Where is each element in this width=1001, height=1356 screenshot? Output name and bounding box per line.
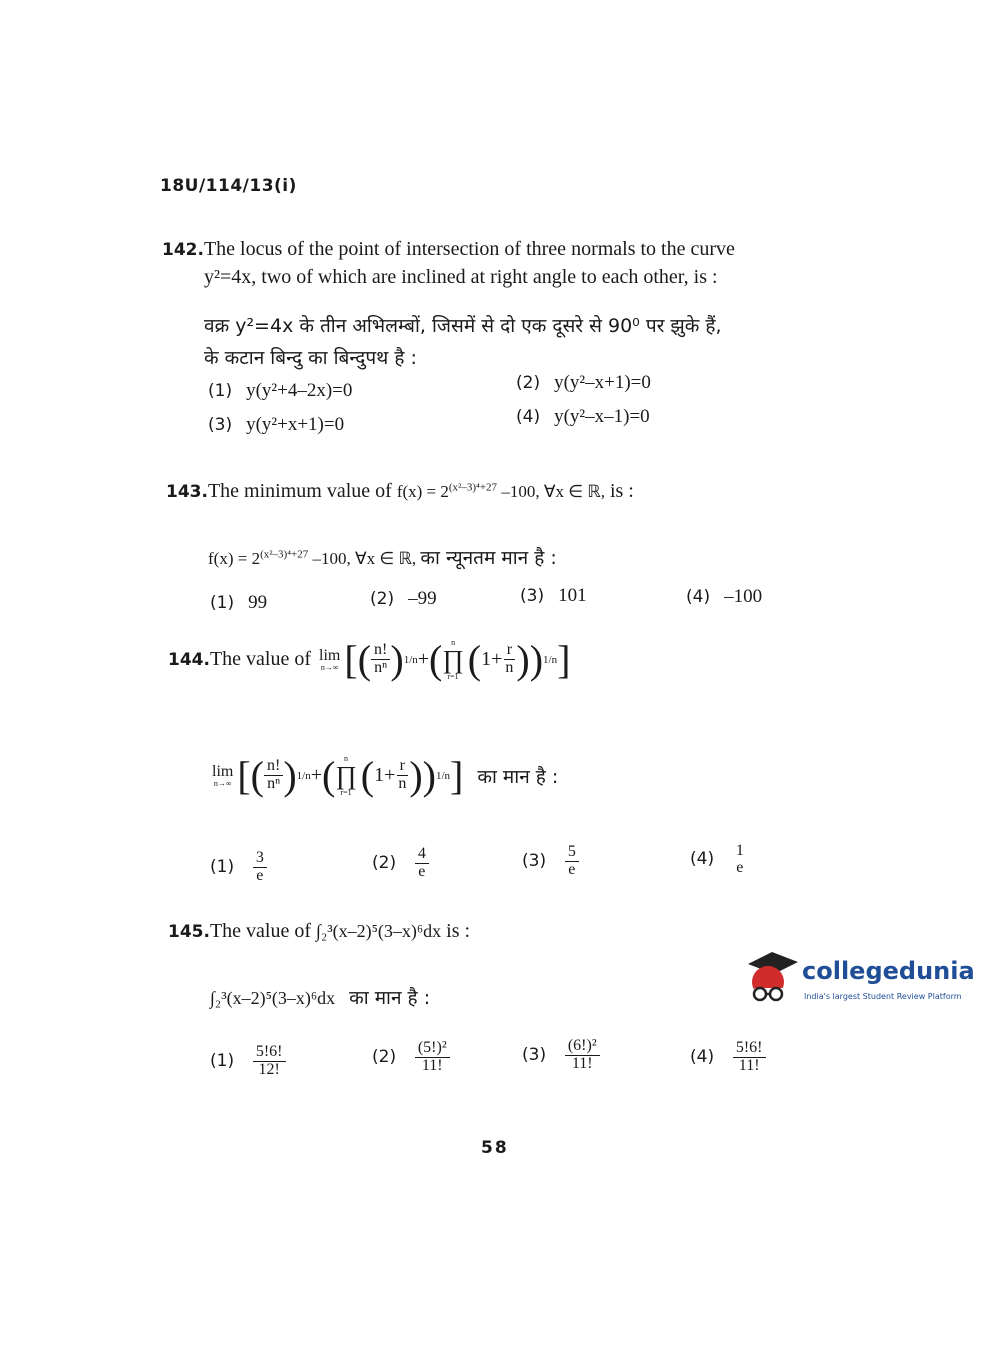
page-number: 58	[481, 1138, 509, 1158]
q143-func-tail-hi: –100, ∀x ∈ ℝ,	[312, 549, 417, 568]
q144-number: 144.	[168, 649, 210, 670]
option-fraction: $\frac{5}{e}$	[565, 844, 579, 879]
paper-code: 18U/114/13(i)	[160, 176, 297, 196]
q142-hi-line1: वक्र y²=4x के तीन अभिलम्बों, जिसमें से दो एक दूसरे से 90⁰ पर झुके हैं,	[204, 315, 722, 337]
option-fraction: $\frac{5!6!}{11!}$	[733, 1040, 766, 1075]
q145-integral-hi: ∫₂³(x–2)⁵(3–x)⁶dx	[210, 988, 336, 1008]
q144-hi-suffix: का मान है :	[477, 765, 559, 788]
option-text: y(y²+x+1)=0	[246, 414, 345, 435]
q142-option-3	[208, 414, 344, 436]
q145-integral: ∫₂³(x–2)⁵(3–x)⁶dx	[316, 921, 442, 941]
option-number: (4)	[516, 407, 541, 427]
option-text: y(y²+4–2x)=0	[246, 380, 353, 401]
option-number: (2)	[372, 852, 397, 873]
q145-hi-suffix: का मान है :	[349, 987, 431, 1009]
q145-option-4	[690, 1040, 766, 1075]
q144-frac-n: $\frac{n!}{\text{nⁿ}}$	[371, 642, 390, 677]
q143-en-line	[166, 480, 634, 503]
q142-en-line2: y²=4x, two of which are inclined at right angle to each other, is :	[204, 266, 718, 288]
q144-plus: +	[417, 648, 430, 670]
option-fraction: $\frac{\text{(5!)²}}{11!}$	[415, 1040, 450, 1075]
collegedunia-mascot-icon	[742, 948, 800, 1008]
option-number: (1)	[210, 593, 235, 613]
q142-option-4	[516, 406, 650, 428]
q144-en-prefix: The value of	[209, 648, 312, 670]
q143-en-suffix: is :	[609, 480, 634, 502]
q142-option-1	[208, 380, 352, 402]
q142-number: 142.	[162, 240, 204, 260]
option-number: (2)	[516, 373, 541, 393]
q142-en-line1	[162, 238, 735, 261]
option-text: 99	[248, 592, 268, 613]
option-number: (3)	[522, 850, 547, 871]
q142-hi-line2: के कटान बिन्दु का बिन्दुपथ है :	[204, 347, 417, 369]
option-number: (1)	[208, 381, 233, 401]
option-fraction: $\frac{4}{e}$	[415, 846, 429, 881]
q144-option-1	[210, 850, 267, 885]
q145-option-3	[522, 1038, 600, 1073]
q145-hi-line	[210, 984, 430, 1010]
option-fraction: $\frac{3}{e}$	[253, 850, 267, 885]
q143-exponent: (x²–3)⁴+27	[448, 481, 498, 494]
q143-en-prefix: The minimum value of	[207, 480, 392, 502]
q143-option-4	[686, 586, 762, 608]
option-fraction: 1 e	[735, 842, 744, 876]
q143-number: 143.	[166, 482, 208, 502]
option-number: (4)	[690, 1046, 715, 1067]
q143-hi-suffix: का न्यूनतम मान है :	[420, 547, 557, 569]
q143-option-2	[370, 588, 437, 610]
q143-func: f(x) = 2	[396, 482, 449, 501]
q145-en-suffix: is :	[446, 920, 471, 942]
q145-en-prefix: The value of	[209, 920, 312, 942]
q143-func-tail: –100, ∀x ∈ ℝ,	[501, 482, 605, 501]
option-number: (4)	[690, 849, 715, 870]
q144-frac-r: $\frac{r}{n}$	[505, 641, 514, 676]
q144-lim: lim n→∞	[319, 646, 341, 672]
option-text: 101	[558, 585, 587, 606]
q145-en-line	[168, 920, 470, 943]
q143-func-hi: f(x) = 2	[208, 549, 261, 568]
q144-hi-line: lim n→∞ [ ( $\frac{n!}{\text{nⁿ}}$ ) 1/n + ( n ∏ r=1 ( 1+ $\frac{r}{n}$ )) 1/n ] का मान है :	[212, 753, 559, 798]
q144-pow2: 1/n	[543, 653, 558, 666]
q143-exponent-hi: (x²–3)⁴+27	[260, 548, 309, 561]
option-text: y(y²–x+1)=0	[554, 372, 651, 393]
q144-pow1: 1/n	[403, 653, 418, 666]
q143-option-3	[520, 585, 587, 607]
option-number: (4)	[686, 587, 711, 607]
q143-hi-line	[208, 544, 557, 570]
option-number: (2)	[370, 589, 395, 609]
q145-option-2	[372, 1040, 450, 1075]
option-number: (1)	[210, 1050, 235, 1071]
q144-one-plus: 1+	[481, 648, 503, 670]
option-number: (3)	[522, 1044, 547, 1065]
q144-lim-hi: lim n→∞	[212, 762, 234, 788]
q144-frac-r-hi: $\frac{r}{n}$	[398, 757, 407, 792]
q144-option-2	[372, 846, 429, 881]
q144-frac-n-hi: $\frac{n!}{\text{nⁿ}}$	[264, 758, 283, 793]
option-fraction: $\frac{5!6!}{12!}$	[253, 1044, 286, 1079]
q145-option-1	[210, 1044, 286, 1079]
q145-number: 145.	[168, 922, 210, 942]
q144-option-4	[690, 843, 747, 877]
option-number: (3)	[520, 586, 545, 606]
q143-option-1	[210, 592, 267, 614]
q144-en-line: 144. The value of lim n→∞ [ ( $\frac{n!}{\text{nⁿ}}$ ) 1/n + ( n ∏ r=1 ( 1+ $\frac{r}{n}$ )) 1/n ]	[168, 637, 571, 682]
q144-prod-hi: n ∏ r=1	[335, 753, 357, 797]
option-text: –99	[408, 588, 437, 609]
option-number: (1)	[210, 856, 235, 877]
option-number: (3)	[208, 415, 233, 435]
logo-tagline: India's largest Student Review Platform	[804, 992, 962, 1001]
option-text: y(y²–x–1)=0	[554, 406, 650, 427]
q144-option-3	[522, 844, 579, 879]
option-text: –100	[724, 586, 763, 607]
q142-en-text1: The locus of the point of intersection of three normals to the curve	[203, 238, 735, 260]
option-number: (2)	[372, 1046, 397, 1067]
q144-prod: n ∏ r=1	[442, 637, 464, 681]
logo-wordmark: collegedunia	[802, 957, 975, 985]
option-fraction: $\frac{\text{(6!)²}}{11!}$	[565, 1038, 600, 1073]
q142-option-2	[516, 372, 651, 394]
